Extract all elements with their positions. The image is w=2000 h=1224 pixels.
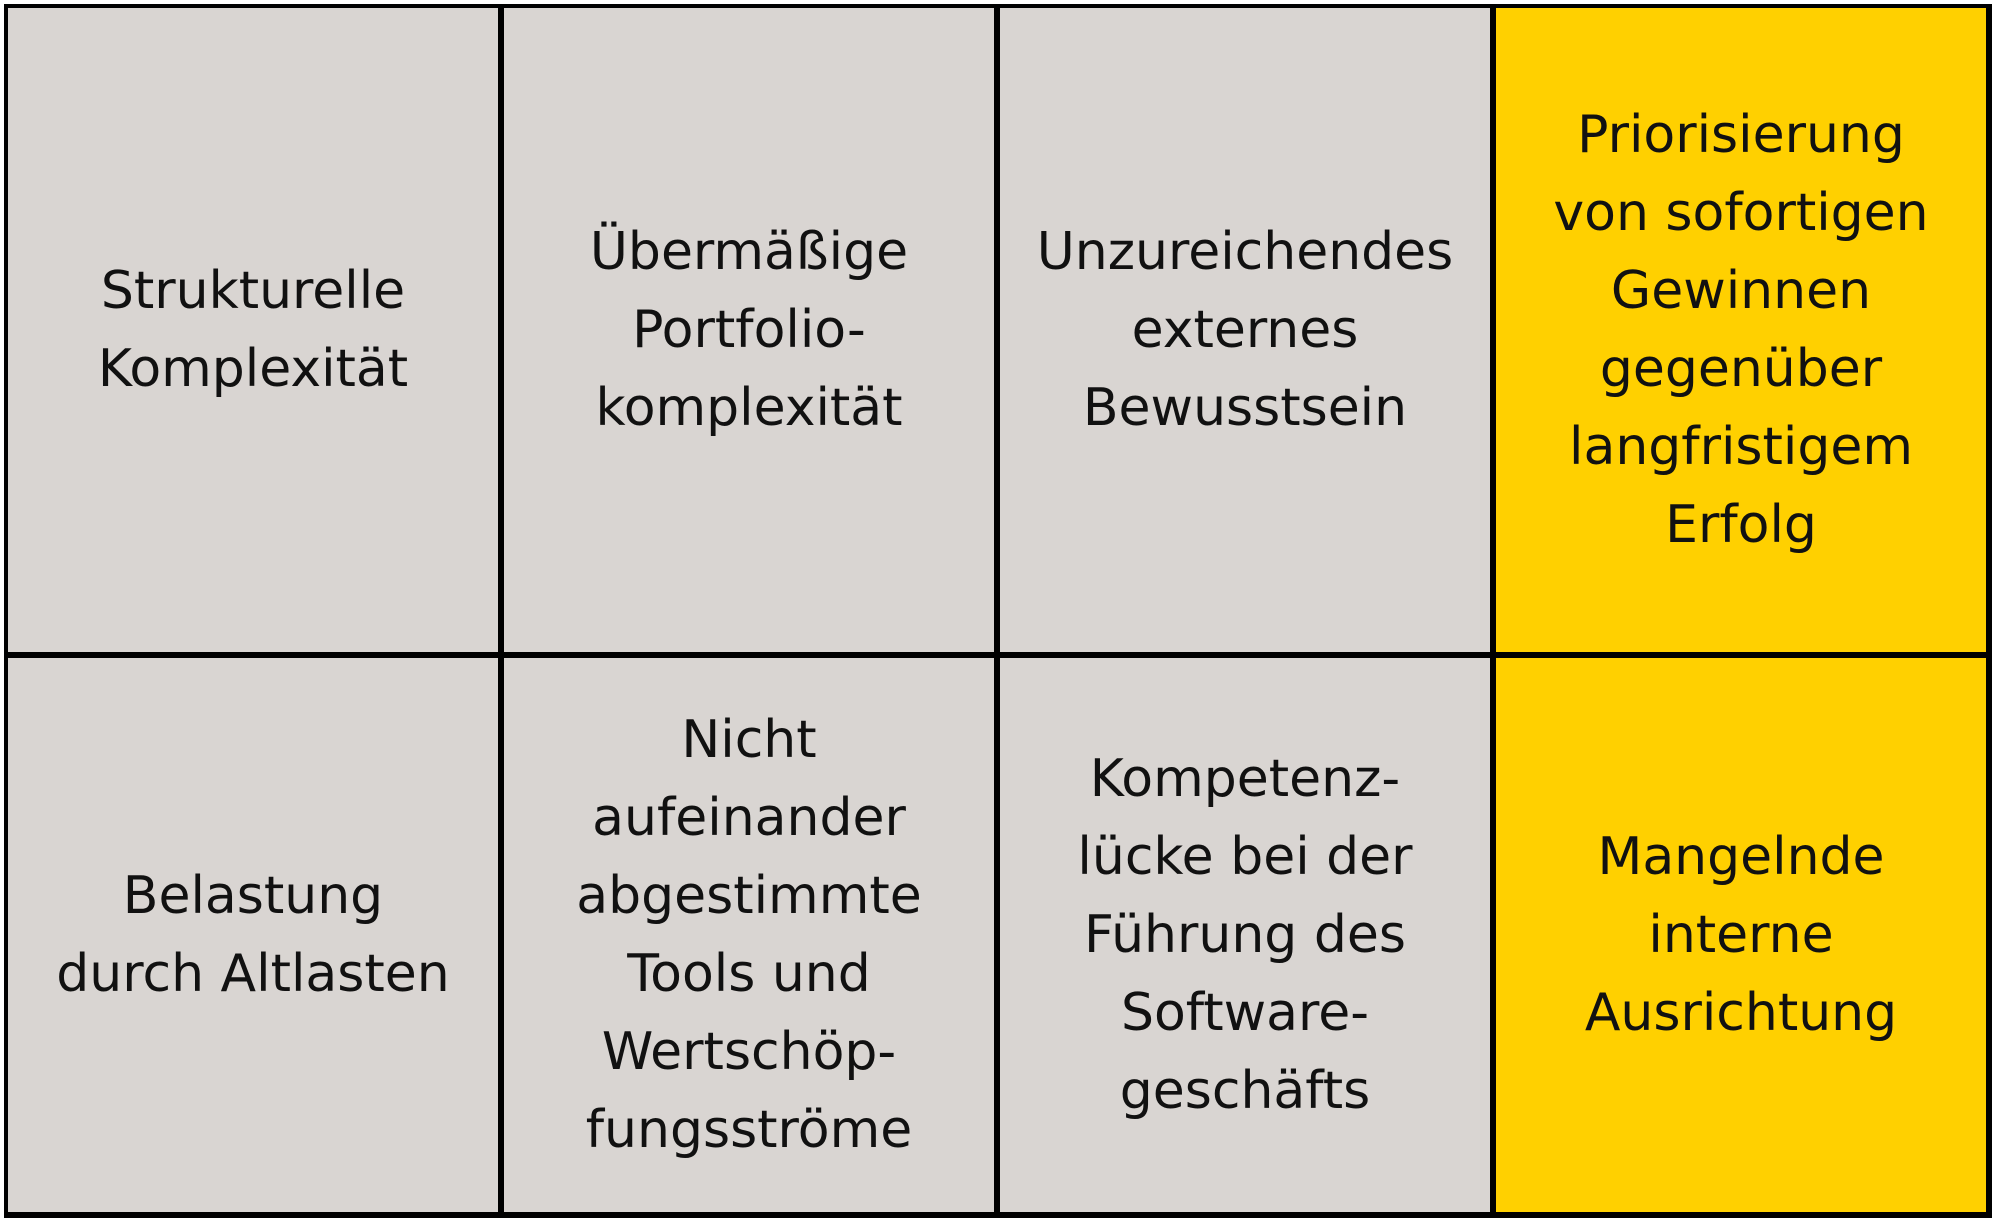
cell-label: Mangelnde interne Ausrichtung (1584, 827, 1898, 1043)
cell-label: Kompetenz- lücke bei der Führung des Software- geschäfts (1077, 749, 1413, 1121)
cell-portfolio-complexity (504, 8, 994, 652)
cell-structural-complexity (8, 8, 498, 652)
cell-label: Belastung durch Altlasten (56, 866, 450, 1004)
cell-label: Übermäßige Portfolio- komplexität (589, 222, 909, 438)
cell-misaligned-tools (504, 658, 994, 1212)
cell-label: Unzureichendes externes Bewusstsein (1036, 222, 1454, 438)
cell-legacy-burden (8, 658, 498, 1212)
cell-label: Nicht aufeinander abgestimmte Tools und Wertschöp- fungsströme (576, 710, 922, 1160)
cell-label: Priorisierung von sofortigen Gewinnen gegenüber langfristigem Erfolg (1553, 105, 1929, 555)
cell-internal-alignment (1496, 658, 1986, 1212)
challenge-grid (4, 4, 1992, 1218)
cell-competence-gap (1000, 658, 1490, 1212)
cell-label: Strukturelle Komplexität (97, 261, 409, 399)
cell-external-awareness (1000, 8, 1490, 652)
cell-short-term-priority (1496, 8, 1986, 652)
